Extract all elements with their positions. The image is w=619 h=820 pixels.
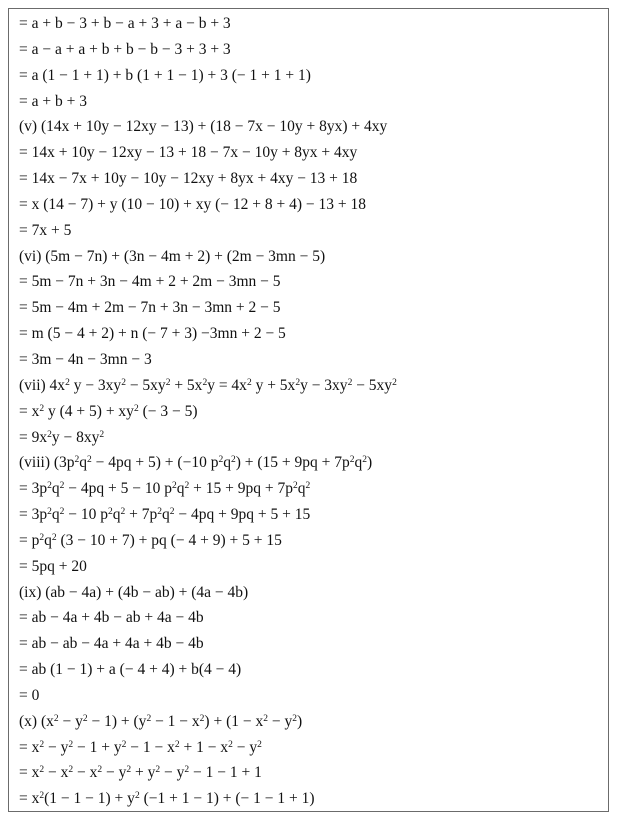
- math-line: = ab − 4a + 4b − ab + 4a − 4b: [19, 609, 204, 627]
- math-line: = 3m − 4n − 3mn − 3: [19, 350, 152, 368]
- math-line: = $p^2q^2$ (3 − 10 + 7) + pq (− 4 + 9) + 5 + 15: [19, 531, 282, 549]
- math-line: (viii) $(3p^2q^2 - 4pq + 5) + (-10$ $p^2q^2) + (15 + 9pq + 7p^2q^2)$: [19, 454, 373, 472]
- math-line: (v) (14x + 10y − 12xy − 13) + (18 − 7x − 10y + 8yx) + 4xy: [19, 118, 388, 136]
- math-line: = ab (1 − 1) + a (− 4 + 4) + b(4 − 4): [19, 661, 242, 679]
- math-line: = x (14 − 7) + y (10 − 10) + xy (− 12 + 8 + 4) − 13 + 18: [19, 195, 367, 213]
- math-line: (vii) $4x^2$ $y - 3xy^2 - 5xy^2 + 5x^2y = 4x^2$ $y + 5x^2y - 3xy^2 - 5xy^2$: [19, 376, 397, 394]
- solution-box: [8, 8, 609, 812]
- math-line: = ab − ab − 4a + 4a + 4b − 4b: [19, 635, 204, 653]
- math-line: = $x^2 - x^2 - x^2 - y^2 + y^2 - y^2 - 1 - 1 + 1$: [19, 764, 262, 782]
- math-line: = 14x − 7x + 10y − 10y − 12xy + 8yx + 4xy − 13 + 18: [19, 170, 358, 188]
- math-line: = $3p^2q^2 - 10$ $p^2q^2 + 7p^2q^2 - 4pq + 9pq + 5 + 15$: [19, 506, 311, 524]
- math-line: (vi) (5m − 7n) + (3n − 4m + 2) + (2m − 3mn − 5): [19, 247, 326, 265]
- math-line: = 7x + 5: [19, 221, 72, 239]
- math-line: = 14x + 10y − 12xy − 13 + 18 − 7x − 10y + 8yx + 4xy: [19, 144, 358, 162]
- math-line: (x) $(x^2 - y^2 - 1) + (y^2 - 1 - x^2) + (1 - x^2 - y^2)$: [19, 712, 303, 730]
- math-line: = $9x^2y - 8xy^2$: [19, 428, 105, 446]
- math-line: = $x^2$ y $(4 + 5) + xy^2$ (− 3 − 5): [19, 402, 198, 420]
- math-line: (ix) (ab − 4a) + (4b − ab) + (4a − 4b): [19, 583, 249, 601]
- math-line: = a − a + a + b + b − b − 3 + 3 + 3: [19, 40, 231, 58]
- math-line: = 5m − 4m + 2m − 7n + 3n − 3mn + 2 − 5: [19, 299, 281, 317]
- math-line: = a + b − 3 + b − a + 3 + a − b + 3: [19, 15, 231, 32]
- math-line: = $3p^2q^2 - 4pq + 5 - 10$ $p^2q^2 + 15 + 9pq + 7p^2q^2$: [19, 480, 311, 498]
- math-line: = a + b + 3: [19, 92, 87, 110]
- math-line: = $x^2(1 - 1 - 1) + y^2$ (−1 + 1 − 1) + (− 1 − 1 + 1): [19, 790, 315, 808]
- math-line: = 5m − 7n + 3n − 4m + 2 + 2m − 3mn − 5: [19, 273, 281, 291]
- math-line: = a (1 − 1 + 1) + b (1 + 1 − 1) + 3 (− 1 + 1 + 1): [19, 66, 311, 84]
- math-line: = $x^2 - y^2 - 1 + y^2 - 1 - x^2 + 1 - x^2 - y^2$: [19, 738, 262, 756]
- math-line: = m (5 − 4 + 2) + n (− 7 + 3) −3mn + 2 − 5: [19, 325, 286, 343]
- math-line: = 0: [19, 686, 40, 704]
- math-line: = 5pq + 20: [19, 557, 87, 575]
- solution-lines: [19, 11, 602, 812]
